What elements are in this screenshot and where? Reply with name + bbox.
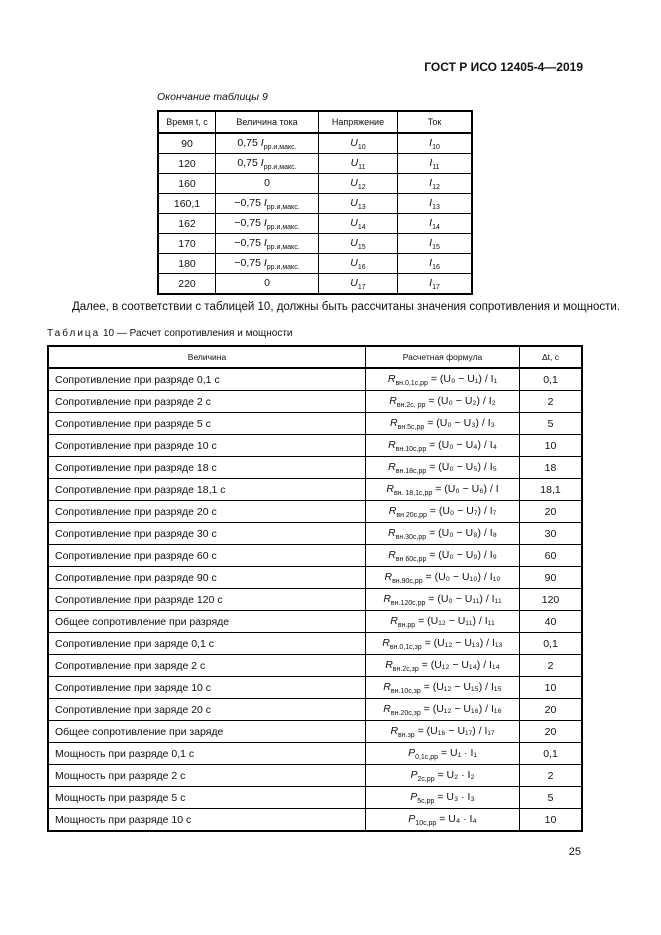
- formula-rhs: = U₄ · I₄: [436, 812, 477, 825]
- current-subscript: 15: [432, 243, 440, 251]
- table10-row: [48, 435, 582, 457]
- dt-cell: 2: [520, 655, 583, 677]
- table10-row: [48, 699, 582, 721]
- dt-cell: 2: [520, 391, 583, 413]
- formula-lhs-symbol: R: [388, 438, 396, 451]
- table9-row: [158, 214, 472, 234]
- formula-cell: [366, 611, 520, 633]
- quantity-cell: Сопротивление при разряде 10 с: [48, 435, 366, 457]
- current-coefficient: 0: [264, 176, 270, 189]
- table9-row: [158, 133, 472, 154]
- formula-lhs-symbol: R: [383, 592, 391, 605]
- formula-rhs: = U₂ · I₂: [434, 768, 475, 781]
- formula-rhs: = (U₁₂ − U₁₃) / I₁₃: [421, 636, 503, 649]
- voltage-cell: [319, 234, 398, 254]
- formula-lhs-symbol: R: [390, 416, 398, 429]
- voltage-symbol: U: [350, 196, 358, 209]
- col-voltage-header: Напряжение: [319, 111, 398, 133]
- time-cell: 160: [158, 174, 216, 194]
- dt-cell: 10: [520, 677, 583, 699]
- current-magnitude-cell: [216, 174, 319, 194]
- dt-cell: 18: [520, 457, 583, 479]
- current-magnitude-cell: [216, 214, 319, 234]
- current-symbol: I: [263, 236, 267, 249]
- formula-lhs-subscript: 0,1с,рр: [415, 753, 439, 761]
- quantity-cell: Мощность при разряде 5 с: [48, 787, 366, 809]
- formula-cell: [366, 457, 520, 479]
- dt-cell: 60: [520, 545, 583, 567]
- current-symbol: I: [429, 236, 433, 249]
- formula-lhs-subscript: вн.120с,рр: [390, 599, 426, 607]
- formula-cell: [366, 501, 520, 523]
- table-9: [157, 110, 473, 295]
- time-cell: 90: [158, 133, 216, 154]
- current-magnitude-cell: [216, 274, 319, 295]
- formula-lhs-subscript: вн.5с,рр: [397, 423, 425, 431]
- formula-lhs-symbol: R: [389, 394, 397, 407]
- formula-lhs-subscript: вн.18с,рр: [395, 467, 427, 475]
- formula-lhs-symbol: R: [388, 526, 396, 539]
- formula-lhs-symbol: R: [382, 636, 390, 649]
- quantity-cell: Общее сопротивление при заряде: [48, 721, 366, 743]
- quantity-cell: Сопротивление при разряде 90 с: [48, 567, 366, 589]
- current-coefficient: −0,75: [234, 256, 264, 269]
- quantity-cell: Сопротивление при заряде 2 с: [48, 655, 366, 677]
- formula-rhs: = U₃ · I₃: [434, 790, 475, 803]
- current-symbol: I: [429, 176, 433, 189]
- formula-cell: [366, 743, 520, 765]
- dt-cell: 30: [520, 523, 583, 545]
- dt-cell: 40: [520, 611, 583, 633]
- current-coefficient: −0,75: [234, 236, 264, 249]
- current-symbol: I: [263, 196, 267, 209]
- formula-lhs-symbol: R: [388, 504, 397, 517]
- formula-rhs: = U₁ · I₁: [438, 746, 477, 759]
- table10-row: [48, 765, 582, 787]
- dt-cell: 5: [520, 413, 583, 435]
- current-subscript: 11: [432, 163, 440, 171]
- current-cell: [398, 194, 473, 214]
- current-cell: [398, 274, 473, 295]
- voltage-cell: [319, 154, 398, 174]
- formula-lhs-subscript: 5с,рр: [417, 797, 435, 805]
- current-cell: [398, 254, 473, 274]
- formula-cell: [366, 699, 520, 721]
- table9-caption: Окончание таблицы 9: [157, 91, 268, 103]
- current-subscript: 10: [432, 143, 440, 151]
- current-subscript: рр.и,макс.: [266, 243, 300, 251]
- current-magnitude-cell: [216, 133, 319, 154]
- table-10: [47, 345, 583, 832]
- current-subscript: 14: [432, 223, 440, 231]
- table9-row: [158, 174, 472, 194]
- formula-lhs-subscript: вн. 18,1с,рр: [393, 489, 433, 497]
- dt-cell: 120: [520, 589, 583, 611]
- table10-row: [48, 545, 582, 567]
- table10-row: [48, 391, 582, 413]
- quantity-cell: Сопротивление при заряде 10 с: [48, 677, 366, 699]
- formula-lhs-subscript: вн.2с, рр: [396, 401, 426, 409]
- formula-rhs: = (U₀ − U₁₀) / I₁₀: [422, 570, 501, 583]
- table10-header-row: [48, 346, 582, 368]
- current-symbol: I: [429, 156, 433, 169]
- quantity-cell: Сопротивление при разряде 20 с: [48, 501, 366, 523]
- voltage-symbol: U: [350, 236, 358, 249]
- table10-row: [48, 523, 582, 545]
- formula-cell: [366, 765, 520, 787]
- voltage-subscript: 14: [357, 223, 366, 231]
- table9-header-row: [158, 111, 472, 133]
- formula-lhs-subscript: вн.2с,зр: [392, 665, 419, 673]
- formula-cell: [366, 545, 520, 567]
- table10-row: [48, 567, 582, 589]
- dt-cell: 10: [520, 435, 583, 457]
- formula-cell: [366, 523, 520, 545]
- formula-lhs-symbol: R: [386, 482, 394, 495]
- table10-row: [48, 501, 582, 523]
- formula-rhs: = (U₁₂ − U₁₆) / I₁₆: [420, 702, 502, 715]
- col-current-header: Ток: [398, 111, 473, 133]
- dt-cell: 0,1: [520, 743, 583, 765]
- table10-row: [48, 677, 582, 699]
- table10-caption-text: 10 — Расчет сопротивления и мощности: [100, 328, 293, 339]
- col-quantity-header: Величина: [48, 346, 366, 368]
- quantity-cell: Сопротивление при разряде 18 с: [48, 457, 366, 479]
- formula-rhs: = (U₀ − U₂) / I₂: [425, 394, 496, 407]
- current-subscript: 12: [432, 183, 440, 191]
- voltage-subscript: 12: [357, 183, 366, 191]
- current-symbol: I: [260, 136, 264, 149]
- formula-rhs: = (U₀ − U₁₁) / I₁₁: [425, 592, 502, 605]
- voltage-symbol: U: [350, 216, 358, 229]
- time-cell: 162: [158, 214, 216, 234]
- formula-cell: [366, 809, 520, 832]
- current-cell: [398, 133, 473, 154]
- current-subscript: рр.и,макс.: [263, 143, 297, 151]
- dt-cell: 2: [520, 765, 583, 787]
- formula-lhs-symbol: R: [383, 680, 391, 693]
- voltage-subscript: 13: [357, 203, 366, 211]
- dt-cell: 20: [520, 721, 583, 743]
- quantity-cell: Мощность при разряде 2 с: [48, 765, 366, 787]
- current-magnitude-cell: [216, 154, 319, 174]
- dt-cell: 90: [520, 567, 583, 589]
- table10-row: [48, 611, 582, 633]
- table10-row: [48, 655, 582, 677]
- table10-row: [48, 809, 582, 832]
- voltage-cell: [319, 174, 398, 194]
- formula-rhs: = (U₀ − U₁) / I₁: [427, 372, 498, 385]
- formula-rhs: = (U₀ − U₉) / I₉: [426, 548, 497, 561]
- table10-caption-label: Таблица: [47, 328, 101, 339]
- formula-lhs-subscript: вн.10с,зр: [390, 687, 421, 695]
- col-current-magnitude-header: Величина тока: [216, 111, 319, 133]
- formula-lhs-symbol: P: [408, 812, 416, 825]
- formula-lhs-subscript: вн.90с,рр: [392, 577, 423, 585]
- col-formula-header: Расчетная формула: [366, 346, 520, 368]
- current-subscript: рр.и,макс.: [263, 163, 297, 171]
- formula-lhs-subscript: 2с,рр: [417, 775, 435, 783]
- formula-lhs-symbol: R: [385, 658, 393, 671]
- current-cell: [398, 154, 473, 174]
- formula-lhs-symbol: P: [410, 790, 418, 803]
- table9-row: [158, 274, 472, 295]
- formula-cell: [366, 787, 520, 809]
- current-symbol: I: [263, 216, 267, 229]
- voltage-cell: [319, 254, 398, 274]
- formula-lhs-subscript: вн.0,1с,рр: [395, 379, 428, 387]
- current-symbol: I: [429, 216, 433, 229]
- table10-row: [48, 787, 582, 809]
- voltage-cell: [319, 274, 398, 295]
- formula-lhs-subscript: вн.рр: [397, 621, 416, 629]
- current-subscript: 17: [432, 283, 440, 291]
- voltage-symbol: U: [350, 156, 359, 169]
- formula-cell: [366, 479, 520, 501]
- current-symbol: I: [260, 156, 264, 169]
- formula-rhs: = (U₀ − U₆) / I: [432, 482, 499, 495]
- formula-lhs-subscript: вн.0,1с,зр: [389, 643, 422, 651]
- dt-cell: 18,1: [520, 479, 583, 501]
- table9-row: [158, 234, 472, 254]
- formula-rhs: = (U₁₂ − U₁₄) / I₁₄: [418, 658, 500, 671]
- table10-row: [48, 743, 582, 765]
- page-number: 25: [568, 846, 581, 858]
- formula-rhs: = (U₀ − U₈) / I₈: [426, 526, 497, 539]
- table10-row: [48, 721, 582, 743]
- quantity-cell: Сопротивление при разряде 120 с: [48, 589, 366, 611]
- formula-lhs-subscript: 10с,рр: [415, 819, 437, 827]
- formula-lhs-subscript: вн.20с,зр: [390, 709, 421, 717]
- table10-row: [48, 589, 582, 611]
- current-cell: [398, 234, 473, 254]
- dt-cell: 0,1: [520, 368, 583, 391]
- formula-lhs-subscript: вн 60с,рр: [395, 555, 427, 563]
- current-symbol: I: [429, 196, 433, 209]
- current-subscript: рр.и,макс.: [266, 203, 300, 211]
- formula-cell: [366, 435, 520, 457]
- current-coefficient: 0,75: [237, 156, 261, 169]
- current-magnitude-cell: [216, 254, 319, 274]
- formula-rhs: = (U₀ − U₇) / I₇: [426, 504, 497, 517]
- formula-rhs: = (U₁₂ − U₁₁) / I₁₁: [415, 614, 495, 627]
- formula-cell: [366, 368, 520, 391]
- current-subscript: 13: [432, 203, 440, 211]
- current-coefficient: −0,75: [234, 216, 264, 229]
- voltage-cell: [319, 214, 398, 234]
- table10-caption: [47, 328, 292, 339]
- dt-cell: 20: [520, 501, 583, 523]
- col-dt-header: Δt, с: [520, 346, 583, 368]
- table10-row: [48, 413, 582, 435]
- dt-cell: 10: [520, 809, 583, 832]
- time-cell: 160,1: [158, 194, 216, 214]
- current-symbol: I: [263, 256, 267, 269]
- quantity-cell: Мощность при разряде 10 с: [48, 809, 366, 832]
- dt-cell: 5: [520, 787, 583, 809]
- dt-cell: 0,1: [520, 633, 583, 655]
- table10-row: [48, 633, 582, 655]
- current-symbol: I: [429, 276, 433, 289]
- table9-row: [158, 194, 472, 214]
- formula-cell: [366, 567, 520, 589]
- current-symbol: I: [429, 256, 433, 269]
- document-id: ГОСТ Р ИСО 12405-4—2019: [424, 60, 583, 74]
- quantity-cell: Сопротивление при заряде 20 с: [48, 699, 366, 721]
- quantity-cell: Сопротивление при заряде 0,1 с: [48, 633, 366, 655]
- voltage-symbol: U: [350, 256, 358, 269]
- table9-row: [158, 254, 472, 274]
- current-cell: [398, 174, 473, 194]
- formula-lhs-symbol: R: [388, 548, 396, 561]
- formula-rhs: = (U₁₂ − U₁₅) / I₁₅: [420, 680, 502, 693]
- time-cell: 170: [158, 234, 216, 254]
- voltage-symbol: U: [350, 176, 358, 189]
- formula-lhs-subscript: вн.10с,рр: [395, 445, 427, 453]
- formula-cell: [366, 589, 520, 611]
- quantity-cell: Сопротивление при разряде 18,1 с: [48, 479, 366, 501]
- quantity-cell: Мощность при разряде 0,1 с: [48, 743, 366, 765]
- table10-row: [48, 479, 582, 501]
- quantity-cell: Сопротивление при разряде 2 с: [48, 391, 366, 413]
- table10-row: [48, 457, 582, 479]
- col-time-header: Время t, с: [158, 111, 216, 133]
- voltage-subscript: 11: [358, 163, 366, 171]
- formula-lhs-symbol: R: [390, 724, 399, 737]
- formula-rhs: = (U₁₆ − U₁₇) / I₁₇: [414, 724, 495, 737]
- voltage-cell: [319, 194, 398, 214]
- current-coefficient: 0: [264, 276, 270, 289]
- formula-lhs-subscript: вн 20с,рр: [396, 511, 427, 519]
- formula-cell: [366, 391, 520, 413]
- current-magnitude-cell: [216, 234, 319, 254]
- quantity-cell: Сопротивление при разряде 60 с: [48, 545, 366, 567]
- current-symbol: I: [429, 136, 433, 149]
- formula-lhs-symbol: P: [408, 746, 416, 759]
- formula-cell: [366, 721, 520, 743]
- time-cell: 220: [158, 274, 216, 295]
- formula-cell: [366, 677, 520, 699]
- voltage-cell: [319, 133, 398, 154]
- formula-cell: [366, 633, 520, 655]
- current-magnitude-cell: [216, 194, 319, 214]
- formula-lhs-subscript: вн.зр: [398, 731, 415, 739]
- formula-lhs-symbol: R: [390, 614, 398, 627]
- formula-cell: [366, 413, 520, 435]
- voltage-subscript: 16: [357, 263, 366, 271]
- table10-row: [48, 368, 582, 391]
- dt-cell: 20: [520, 699, 583, 721]
- current-subscript: рр.и,макс.: [266, 223, 300, 231]
- formula-lhs-subscript: вн.30с,рр: [395, 533, 427, 541]
- formula-cell: [366, 655, 520, 677]
- formula-lhs-symbol: R: [387, 372, 396, 385]
- formula-lhs-symbol: R: [384, 570, 393, 583]
- voltage-symbol: U: [350, 136, 358, 149]
- voltage-subscript: 17: [357, 283, 366, 291]
- table9-row: [158, 154, 472, 174]
- formula-rhs: = (U₀ − U₅) / I₅: [426, 460, 497, 473]
- voltage-subscript: 15: [357, 243, 366, 251]
- body-paragraph: Далее, в соответствии с таблицей 10, должны быть рассчитаны значения сопротивления и мощности.: [72, 301, 620, 313]
- quantity-cell: Сопротивление при разряде 0,1 с: [48, 368, 366, 391]
- current-subscript: 16: [432, 263, 440, 271]
- formula-lhs-symbol: R: [388, 460, 396, 473]
- formula-rhs: = (U₀ − U₃) / I₃: [424, 416, 495, 429]
- formula-rhs: = (U₀ − U₄) / I₄: [426, 438, 497, 451]
- quantity-cell: Сопротивление при разряде 30 с: [48, 523, 366, 545]
- formula-lhs-symbol: P: [410, 768, 418, 781]
- current-coefficient: 0,75: [237, 136, 261, 149]
- quantity-cell: Сопротивление при разряде 5 с: [48, 413, 366, 435]
- quantity-cell: Общее сопротивление при разряде: [48, 611, 366, 633]
- formula-lhs-symbol: R: [383, 702, 391, 715]
- current-coefficient: −0,75: [234, 196, 264, 209]
- current-cell: [398, 214, 473, 234]
- time-cell: 180: [158, 254, 216, 274]
- voltage-symbol: U: [350, 276, 358, 289]
- time-cell: 120: [158, 154, 216, 174]
- current-subscript: рр.и,макс.: [266, 263, 300, 271]
- voltage-subscript: 10: [357, 143, 366, 151]
